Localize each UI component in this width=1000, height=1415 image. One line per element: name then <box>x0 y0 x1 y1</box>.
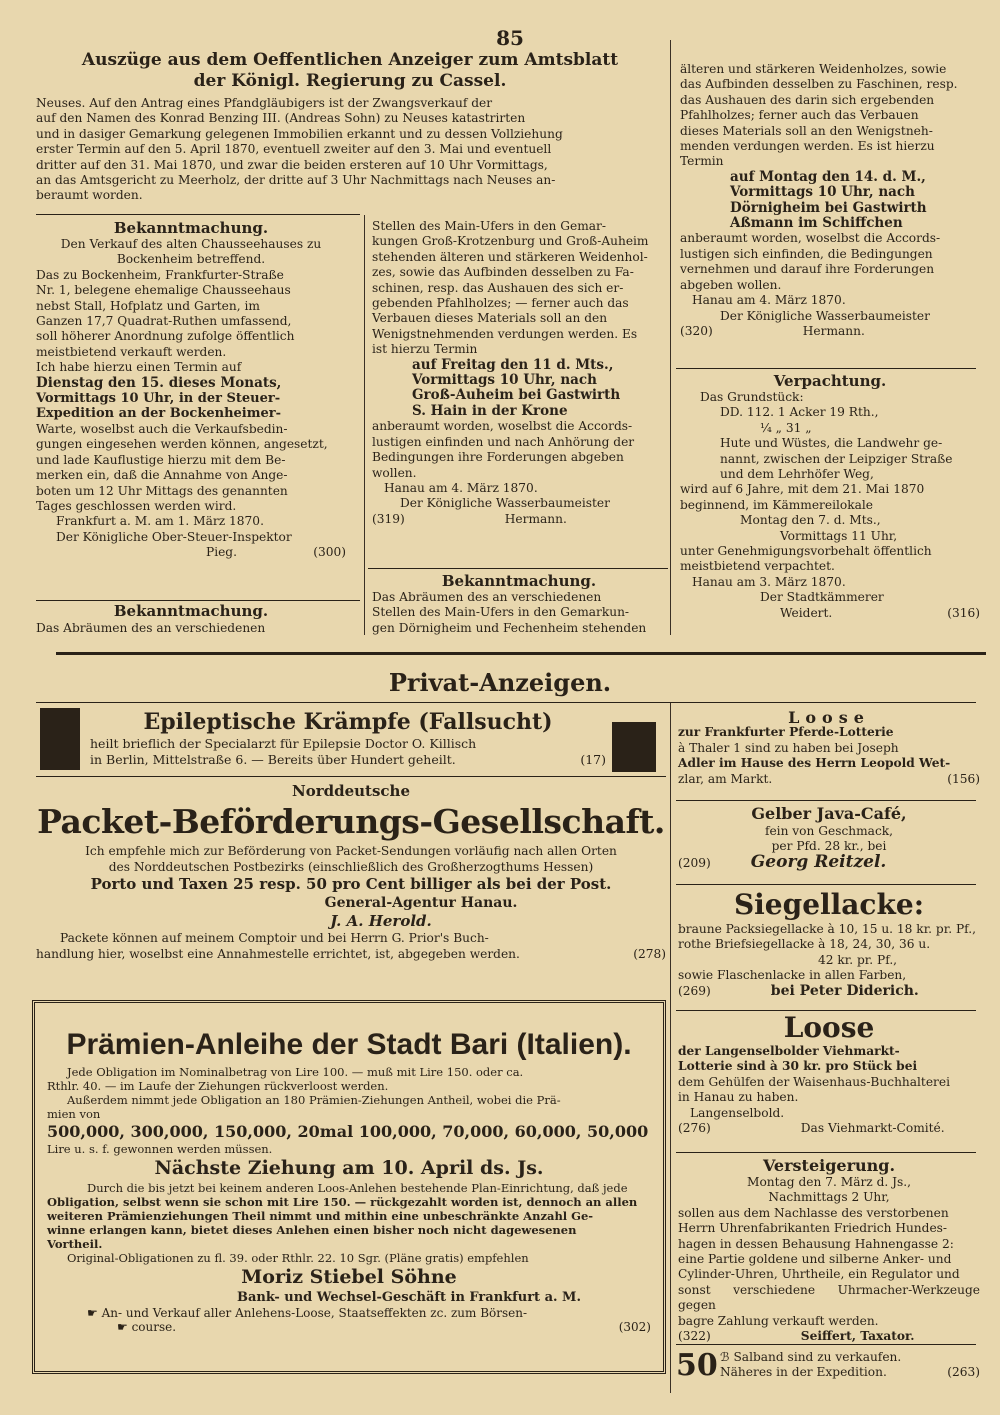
abraeumen-notice-middle <box>372 572 666 636</box>
text-line: Näheres in der Expedition. <box>720 1365 887 1380</box>
next-drawing: Nächste Ziehung am 10. April ds. Js. <box>154 1157 544 1179</box>
signature-name: Pieg. <box>206 545 237 560</box>
text-line: in Hanau zu haben. <box>678 1090 799 1105</box>
decorative-block <box>40 708 80 770</box>
text-line: schinen, resp. das Aushauen des sich er- <box>372 280 624 295</box>
divider <box>676 1152 976 1153</box>
text-line: das Aufbinden desselben zu Faschinen, resp. <box>680 77 958 92</box>
text-line: zes, sowie das Aufbinden desselben zu Fa- <box>372 265 634 280</box>
text-line: Bockenheim betreffend. <box>116 252 266 267</box>
text-line: bagre Zahlung verkauft werden. <box>678 1313 879 1328</box>
header-title <box>36 50 664 92</box>
ad-title: Prämien-Anleihe der Stadt Bari (Italien). <box>66 1028 632 1061</box>
date-line: Frankfurt a. M. am 1. März 1870. <box>56 514 264 529</box>
reference-number: (316) <box>947 605 980 620</box>
text-line: Vormittags 11 Uhr, <box>780 528 898 543</box>
text-line: des Norddeutschen Postbezirks (einschließlich des Großherzogthums Hessen) <box>108 859 594 874</box>
chaussee-notice <box>36 219 346 561</box>
text-line: dem Gehülfen der Waisenhaus-Buchhalterei <box>678 1074 950 1089</box>
text-line: S. Hain in der Krone <box>412 402 568 419</box>
text-line: stehenden älteren und stärkeren Weidenhol- <box>372 249 648 264</box>
text-line: fein von Geschmack, <box>764 824 894 838</box>
text-line: menden verdungen werden. Es ist hierzu <box>680 139 935 154</box>
notice-title: Verpachtung. <box>773 372 887 390</box>
text-line: per Pfd. 28 kr., bei <box>771 839 887 854</box>
text-line: Nachmittags 2 Uhr, <box>768 1190 890 1205</box>
java-cafe-ad <box>678 804 980 871</box>
text-line: erster Termin auf den 5. April 1870, eventuell zweiter auf den 3. Mai und eventuell <box>36 142 552 157</box>
text-line: Das Abräumen des an verschiedenen <box>36 621 266 635</box>
text-line: Langenselbold. <box>690 1105 785 1120</box>
reference-number: (276) <box>678 1121 711 1136</box>
text-line: rothe Briefsiegellacke à 18, 24, 30, 36 u. <box>678 937 931 952</box>
text-line: wollen. <box>372 465 417 480</box>
text-line: DD. 112. 1 Acker 19 Rth., <box>720 405 879 420</box>
ad-number: 50 <box>676 1348 718 1383</box>
text-line: abgeben wollen. <box>680 277 782 292</box>
text-line: anberaumt worden, woselbst die Accords- <box>372 419 633 434</box>
text-line: mien von <box>47 1107 101 1121</box>
text-line: 42 kr. pr. Pf., <box>818 952 898 967</box>
text-line: Stellen des Main-Ufers in den Gemar- <box>372 219 606 233</box>
divider <box>676 884 976 885</box>
date-line: Hanau am 4. März 1870. <box>692 293 846 308</box>
reference-number: (322) <box>678 1329 711 1344</box>
divider <box>36 600 360 601</box>
divider <box>676 1344 976 1345</box>
text-line: Das zu Bockenheim, Frankfurter-Straße <box>36 267 284 282</box>
text-line: Bank- und Wechsel-Geschäft in Frankfurt a. M. <box>237 1290 581 1305</box>
epilepsy-ad <box>90 708 606 768</box>
text-line: Hute und Wüstes, die Landwehr ge- <box>720 436 943 451</box>
reference-number: (278) <box>633 946 666 961</box>
text-line: Das Grundstück: <box>700 390 804 404</box>
column-divider <box>364 215 365 635</box>
text-line: Lire u. s. f. gewonnen werden müssen. <box>47 1142 273 1156</box>
text-line: sollen aus dem Nachlasse des verstorbenen <box>678 1205 949 1220</box>
company-name: Moriz Stiebel Söhne <box>241 1266 457 1288</box>
text-line: ¼ „ 31 „ <box>760 420 812 435</box>
text-line: Vormittags 10 Uhr, nach <box>412 372 597 389</box>
text-line: Stellen des Main-Ufers in den Gemarkun- <box>372 605 630 620</box>
text-line: Nr. 1, belegene ehemalige Chausseehaus <box>36 283 291 298</box>
text-line: Aßmann im Schiffchen <box>730 215 903 232</box>
divider <box>36 702 976 703</box>
text-line: älteren und stärkeren Weidenholzes, sowie <box>680 62 947 76</box>
text-line: beraumt worden. <box>36 188 143 203</box>
packet-ad <box>36 782 666 962</box>
text-line: gen Dörnigheim und Fechenheim stehenden <box>372 620 647 635</box>
text-line: lustigen einfinden und nach Anhörung der <box>372 434 635 449</box>
text-line: Ich habe hierzu einen Termin auf <box>36 360 242 375</box>
reference-number: (269) <box>678 983 711 998</box>
text-line: Ganzen 17,7 Quadrat-Ruthen umfassend, <box>36 314 292 329</box>
reference-number: (209) <box>678 855 711 870</box>
text-line: zlar, am Markt. <box>678 771 773 786</box>
text-line: heilt brieflich der Specialarzt für Epilepsie Doctor O. Killisch <box>90 736 477 751</box>
text-line: vernehmen und darauf ihre Forderungen <box>680 262 935 277</box>
text-line: nebst Stall, Hofplatz und Garten, im <box>36 298 260 313</box>
text-line: Vormittags 10 Uhr, in der Steuer- <box>36 391 281 407</box>
signature-line: Der Königliche Wasserbaumeister <box>400 496 610 511</box>
text-line: Montag den 7. März d. Js., <box>746 1175 912 1189</box>
text-line: meistbietend verpachtet. <box>680 559 835 574</box>
notice-title: Bekanntmachung. <box>113 219 269 237</box>
loose-ffm-ad <box>678 710 980 787</box>
text-line: boten um 12 Uhr Mittags des genannten <box>36 483 288 498</box>
text-line: und in dasiger Gemarkung gelegenen Immobilien erkannt und zu dessen Vollziehung <box>36 126 563 141</box>
text-line: merken ein, daß die Annahme von Ange- <box>36 468 288 483</box>
text-line: Cylinder-Uhren, Uhrtheile, ein Regulator und <box>678 1267 960 1282</box>
text-line: Dienstag den 15. dieses Monats, <box>36 374 282 391</box>
text-line: Pfahlholzes; ferner auch das Verbauen <box>680 108 919 123</box>
text-line: General-Agentur Hanau. <box>324 895 518 912</box>
header-title-line-2: der Königl. Regierung zu Cassel. <box>193 71 507 91</box>
text-line: Expedition an der Bockenheimer- <box>36 406 282 422</box>
signature-name: Hermann. <box>802 323 865 338</box>
text-line: der Langenselbolder Viehmarkt- <box>678 1044 900 1058</box>
text-line: Jede Obligation im Nominalbetrag von Lire 100. — muß mit Lire 150. oder ca. <box>67 1065 524 1079</box>
merchant-name: Georg Reitzel. <box>750 851 887 872</box>
pointing-hand-icon: ☛ <box>87 1306 102 1320</box>
notice-title: Bekanntmachung. <box>441 572 597 590</box>
text-line: sowie Flaschenlacke in allen Farben, <box>678 968 907 983</box>
text-line: Montag den 7. d. Mts., <box>740 513 881 528</box>
text-line: Wenigstnehmenden verdungen werden. Es <box>372 326 638 341</box>
text-line: zur Frankfurter Pferde-Lotterie <box>678 725 894 740</box>
private-ads-title: Privat-Anzeigen. <box>388 668 612 697</box>
ad-title: Siegellacke: <box>733 888 925 921</box>
divider <box>676 800 976 801</box>
text-line: An- und Verkauf aller Anlehens-Loose, Staatseffekten zc. zum Börsen- <box>101 1306 528 1320</box>
text-line: course. <box>131 1320 177 1334</box>
divider <box>36 214 360 215</box>
text-line: Verbauen dieses Materials soll an den <box>372 311 608 326</box>
column-divider <box>670 703 671 1393</box>
text-line: Lotterie sind à 30 kr. pro Stück bei <box>678 1059 918 1074</box>
text-line: dieses Materials soll an den Wenigstneh- <box>680 123 933 138</box>
text-line: nannt, zwischen der Leipziger Straße <box>720 451 953 466</box>
signature-line: Der Stadtkämmerer <box>760 590 884 605</box>
column-divider <box>670 40 671 635</box>
ad-title: Loose <box>788 708 870 727</box>
text-line: kungen Groß-Krotzenburg und Groß-Auheim <box>372 234 649 249</box>
verpachtung-notice <box>680 372 980 621</box>
signature-line: Der Königliche Wasserbaumeister <box>720 308 930 323</box>
text-line: ℬ Salband sind zu verkaufen. <box>720 1350 902 1364</box>
abraeumen-notice-left <box>36 602 346 636</box>
text-line: gungen eingesehen werden können, angesetzt, <box>36 437 328 452</box>
reference-number: (320) <box>680 323 713 338</box>
notice-title: Bekanntmachung. <box>113 602 269 620</box>
text-line: Dörnigheim bei Gastwirth <box>730 199 927 216</box>
text-line: und lade Kauflustige hierzu mit dem Be- <box>36 452 286 467</box>
text-line: auf den Namen des Konrad Benzing III. (Andreas Sohn) zu Neuses katastrirten <box>36 111 526 126</box>
section-divider <box>56 652 986 655</box>
text-line: ist hierzu Termin <box>372 342 478 357</box>
page-number: 85 <box>496 26 524 50</box>
text-line: und dem Lehrhöfer Weg, <box>720 467 874 482</box>
text-line: Außerdem nimmt jede Obligation an 180 Prämien-Ziehungen Antheil, wobei die Prä- <box>67 1093 561 1107</box>
divider <box>36 776 666 777</box>
text-line: winne erlangen kann, bietet dieses Anlehen einen bisher noch nicht dagewesenen <box>47 1223 577 1237</box>
date-line: Hanau am 3. März 1870. <box>692 574 846 589</box>
reference-number: (300) <box>313 545 346 560</box>
signature-name: Hermann. <box>504 511 567 526</box>
text-line: meistbietend verkauft werden. <box>36 344 227 359</box>
ad-title: Epileptische Krämpfe (Fallsucht) <box>143 709 553 735</box>
header-title-line-1: Auszüge aus dem Oeffentlichen Anzeiger zum Amtsblatt <box>81 50 619 70</box>
ad-title: Packet-Beförderungs-Gesellschaft. <box>37 802 665 841</box>
neuses-notice <box>36 96 664 204</box>
text-line: braune Packsiegellacke à 10, 15 u. 18 kr. pr. Pf., <box>678 922 976 936</box>
text-line: an das Amtsgericht zu Meerholz, der dritte auf 3 Uhr Nachmittags nach Neuses an- <box>36 173 556 188</box>
text-line: Termin <box>680 154 724 169</box>
text-line: auf Freitag den 11 d. Mts., <box>412 356 614 373</box>
date-line: Hanau am 4. März 1870. <box>384 480 538 495</box>
signature-name: Das Viehmarkt-Comité. <box>800 1121 945 1136</box>
divider <box>676 368 976 369</box>
text-line: Vormittags 10 Uhr, nach <box>730 184 915 201</box>
merchant-name: bei Peter Diderich. <box>770 982 919 999</box>
text-line: Warte, woselbst auch die Verkaufsbedin- <box>36 421 288 436</box>
text-line: J. A. Herold. <box>330 912 432 931</box>
text-line: soll höherer Anordnung zufolge öffentlich <box>36 329 295 344</box>
signature-name: Seiffert, Taxator. <box>800 1329 915 1344</box>
text-line: Original-Obligationen zu fl. 39. oder Rthlr. 22. 10 Sgr. (Pläne gratis) empfehlen <box>67 1251 529 1265</box>
reference-number: (17) <box>580 752 606 767</box>
loose-langenselbold-ad <box>678 1012 980 1136</box>
reference-number: (263) <box>947 1365 980 1380</box>
text-line: gebenden Pfahlholzes; — ferner auch das <box>372 296 629 311</box>
ad-title: Loose <box>783 1011 875 1044</box>
text-line: dritter auf den 31. Mai 1870, und zwar die beiden ersteren auf 10 Uhr Vormittags, <box>36 157 548 172</box>
text-line: das Aushauen des darin sich ergebenden <box>680 92 935 107</box>
text-line: Adler im Hause des Herrn Leopold Wet- <box>678 756 951 771</box>
bari-body <box>35 1065 663 1334</box>
text-line: eine Partie goldene und silberne Anker- und <box>678 1252 952 1267</box>
pointing-hand-icon: ☛ <box>117 1320 132 1334</box>
text-line: Groß-Auheim bei Gastwirth <box>412 387 621 404</box>
siegellacke-ad <box>678 888 980 999</box>
text-line: weiteren Prämienziehungen Theil nimmt und mithin eine unbeschränkte Anzahl Ge- <box>47 1209 594 1223</box>
text-line: Ich empfehle mich zur Beförderung von Packet-Sendungen vorläufig nach allen Orten <box>85 844 617 858</box>
text-line: Rthlr. 40. — im Laufe der Ziehungen rückverloost werden. <box>47 1079 389 1093</box>
reference-number: (156) <box>947 771 980 786</box>
text-line: anberaumt worden, woselbst die Accords- <box>680 231 941 246</box>
bari-ad-box <box>32 1000 666 1374</box>
reference-number: (302) <box>618 1320 651 1334</box>
ad-pre-title: Norddeutsche <box>291 782 410 800</box>
text-line: lustigen sich einfinden, die Bedingungen <box>680 246 933 261</box>
signature-name: Weidert. <box>780 605 833 620</box>
decorative-block <box>612 722 656 772</box>
text-line: Herrn Uhrenfabrikanten Friedrich Hundes- <box>678 1221 948 1236</box>
text-line: à Thaler 1 sind zu haben bei Joseph <box>678 740 899 755</box>
signature-line: Der Königliche Ober-Steuer-Inspektor <box>56 529 292 544</box>
text-line: Bedingungen ihre Forderungen abgeben <box>372 450 624 465</box>
versteigerung-ad <box>678 1156 980 1344</box>
right-column <box>680 62 980 339</box>
text-line: Porto und Taxen 25 resp. 50 pro Cent billiger als bei der Post. <box>90 875 612 894</box>
text-line: beginnend, im Kämmereilokale <box>680 497 873 512</box>
text-line: wird auf 6 Jahre, mit dem 21. Mai 1870 <box>680 482 925 497</box>
text-line: unter Genehmigungsvorbehalt öffentlich <box>680 544 932 559</box>
text-line: Neuses. Auf den Antrag eines Pfandgläubigers ist der Zwangsverkauf der <box>36 96 493 110</box>
text-line: sonst verschiedene Uhrmacher-Werkzeuge gegen <box>678 1282 980 1313</box>
text-line: Den Verkauf des alten Chausseehauses zu <box>60 237 322 251</box>
text-line: auf Montag den 14. d. M., <box>730 168 926 185</box>
text-line: Tages geschlossen werden wird. <box>36 498 237 513</box>
text-line: Obligation, selbst wenn sie schon mit Lire 150. — rückgezahlt worden ist, dennoch an allen <box>47 1195 638 1209</box>
text-line: handlung hier, woselbst eine Annahmestelle errichtet, ist, abgegeben werden. <box>36 946 520 961</box>
text-line: Packete können auf meinem Comptoir und bei Herrn G. Prior's Buch- <box>60 931 489 946</box>
text-line: in Berlin, Mittelstraße 6. — Bereits über Hundert geheilt. <box>90 752 456 767</box>
text-line: Durch die bis jetzt bei keinem anderen Loos-Anlehen bestehende Plan-Einrichtung, daß jede <box>87 1181 628 1195</box>
reference-number: (319) <box>372 511 405 526</box>
text-line: Vortheil. <box>47 1237 103 1251</box>
text-line: Das Abräumen des an verschiedenen <box>372 590 602 604</box>
prize-amounts: 500,000, 300,000, 150,000, 20mal 100,000, 70,000, 60,000, 50,000 <box>47 1122 649 1141</box>
middle-column <box>372 219 666 527</box>
text-line: hagen in dessen Behausung Hahnengasse 2: <box>678 1236 954 1251</box>
ad-title: Gelber Java-Café, <box>751 804 907 823</box>
divider <box>368 568 668 569</box>
ad-title: Versteigerung. <box>762 1156 896 1175</box>
